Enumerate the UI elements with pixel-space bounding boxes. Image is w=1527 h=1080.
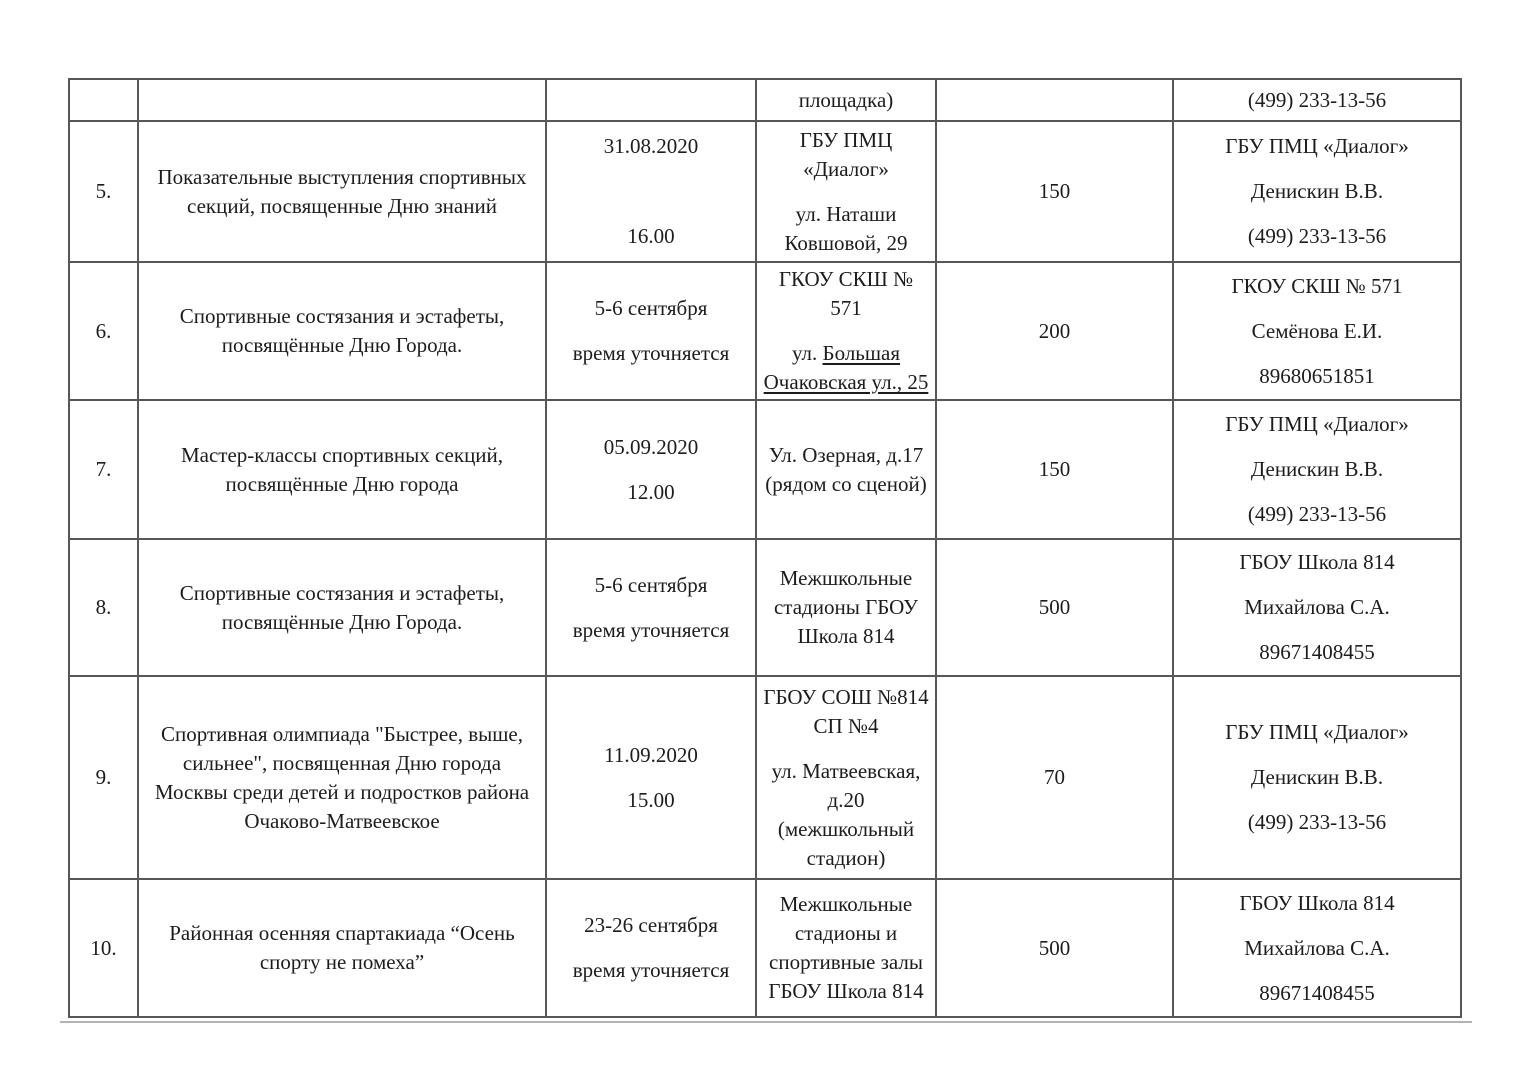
cell-paragraph: ул. Матвеевская, д.20 (межшкольный стадион) <box>771 758 921 870</box>
cell-paragraph: 5. <box>95 179 112 203</box>
date-time-cell <box>546 400 756 539</box>
event-name-cell <box>138 676 546 879</box>
cell-paragraph: 9. <box>95 765 112 789</box>
participants-count-cell <box>936 79 1173 121</box>
cell-paragraph: Спортивные состязания и эстафеты, посвящённые Дню Города. <box>179 304 505 357</box>
cell-paragraph: 12.00 <box>627 479 675 504</box>
row-number-cell <box>69 121 138 262</box>
cell-paragraph: 500 <box>1038 595 1071 619</box>
location-cell <box>756 121 936 262</box>
organizer-contact-cell <box>1173 539 1461 676</box>
organizer-contact-cell <box>1173 400 1461 539</box>
table-row <box>69 676 1461 879</box>
cell-paragraph: 200 <box>1038 318 1071 343</box>
date-time-cell <box>546 121 756 262</box>
underlined-text: Очаковская ул., 25 <box>763 370 929 394</box>
event-name-cell <box>138 539 546 676</box>
cell-paragraph: 11.09.2020 <box>604 742 698 767</box>
cell-paragraph: ул. Наташи Ковшовой, 29 <box>784 201 908 255</box>
cell-paragraph: 89671408455 <box>1259 980 1375 1005</box>
cell-paragraph: 89680651851 <box>1259 363 1375 388</box>
event-name-cell <box>138 79 546 121</box>
date-time-cell <box>546 539 756 676</box>
cell-paragraph: ГБУ ПМЦ «Диалог» <box>1225 134 1409 158</box>
event-name-cell <box>138 121 546 262</box>
table-row <box>69 879 1461 1017</box>
location-cell <box>756 676 936 879</box>
text-segment: ул. <box>791 341 823 365</box>
cell-paragraph: 70 <box>1044 765 1065 789</box>
cell-paragraph: (499) 233-13-56 <box>1247 224 1387 248</box>
cell-paragraph: Межшкольные стадионы ГБОУ Школа 814 <box>773 566 918 648</box>
cell-paragraph: ГБУ ПМЦ «Диалог» <box>799 127 893 181</box>
cell-paragraph: 6. <box>95 318 112 343</box>
cell-paragraph: 89671408455 <box>1259 640 1375 664</box>
cell-paragraph: 500 <box>1038 935 1071 960</box>
participants-count-cell <box>936 121 1173 262</box>
table-row <box>69 539 1461 676</box>
cell-paragraph: время уточняется <box>572 617 730 642</box>
cell-paragraph: Мастер-классы спортивных секций, посвящённые Дню города <box>180 442 504 496</box>
cell-paragraph: время уточняется <box>572 958 730 982</box>
row-number-cell <box>69 676 138 879</box>
cell-paragraph: 23-26 сентября <box>584 913 718 937</box>
cell-paragraph: Михайлова С.А. <box>1244 935 1390 960</box>
organizer-contact-cell <box>1173 676 1461 879</box>
cell-paragraph <box>551 177 751 206</box>
participants-count-cell <box>936 676 1173 879</box>
cell-paragraph: 150 <box>1038 179 1071 203</box>
organizer-contact-cell <box>1173 79 1461 121</box>
cell-paragraph: ГКОУ СКШ № 571 <box>1231 273 1403 298</box>
row-number-cell <box>69 400 138 539</box>
cell-paragraph: ГБОУ СОШ №814 СП №4 <box>763 684 929 738</box>
participants-count-cell <box>936 539 1173 676</box>
row-number-cell <box>69 262 138 400</box>
location-cell <box>756 539 936 676</box>
cell-paragraph: 7. <box>95 457 112 481</box>
cell-paragraph: Показательные выступления спортивных секций, посвященные Дню знаний <box>157 164 527 218</box>
row-number-cell <box>69 539 138 676</box>
event-name-cell <box>138 262 546 400</box>
cell-paragraph: ГБОУ Школа 814 <box>1239 890 1395 915</box>
location-cell <box>756 400 936 539</box>
cell-paragraph: Михайлова С.А. <box>1244 595 1390 619</box>
cell-paragraph: Спортивные состязания и эстафеты, посвящённые Дню Города. <box>179 580 505 634</box>
cell-paragraph: ГКОУ СКШ № 571 <box>778 267 914 320</box>
event-name-cell <box>138 879 546 1017</box>
cell-paragraph <box>761 339 931 397</box>
cell-paragraph: 05.09.2020 <box>603 434 699 459</box>
cell-paragraph: (499) 233-13-56 <box>1247 87 1387 112</box>
organizer-contact-cell <box>1173 121 1461 262</box>
cell-paragraph: Межшкольные стадионы и спортивные залы ГБОУ Школа 814 <box>768 892 924 1003</box>
cell-paragraph: ГБОУ Школа 814 <box>1239 550 1395 574</box>
date-time-cell <box>546 262 756 400</box>
underlined-text: Большая <box>822 341 901 365</box>
cell-paragraph: 10. <box>90 935 117 960</box>
cell-paragraph: 8. <box>95 595 112 619</box>
cell-paragraph: площадка) <box>798 87 894 112</box>
cell-paragraph: 16.00 <box>627 224 675 248</box>
cell-paragraph: Семёнова Е.И. <box>1251 318 1383 343</box>
cell-paragraph: Денискин В.В. <box>1250 179 1384 203</box>
cell-paragraph: Спортивная олимпиада "Быстрее, выше, сильнее", посвященная Дню города Москвы среди детей и подростков района Очаково-Матвеевское <box>154 721 530 833</box>
organizer-contact-cell <box>1173 262 1461 400</box>
cell-paragraph: Денискин В.В. <box>1250 765 1384 789</box>
cell-paragraph: 5-6 сентября <box>594 296 708 320</box>
cell-paragraph: 31.08.2020 <box>603 134 699 158</box>
cell-paragraph: 15.00 <box>627 787 675 812</box>
cell-paragraph: Ул. Озерная, д.17 (рядом со сценой) <box>765 442 927 496</box>
cell-paragraph: Районная осенняя спартакиада “Осень спорту не помеха” <box>169 921 515 974</box>
table-row <box>69 262 1461 400</box>
location-cell <box>756 879 936 1017</box>
location-cell <box>756 79 936 121</box>
cell-paragraph: время уточняется <box>572 341 730 365</box>
organizer-contact-cell <box>1173 879 1461 1017</box>
date-time-cell <box>546 676 756 879</box>
events-table-body <box>69 79 1461 1017</box>
location-cell <box>756 262 936 400</box>
row-number-cell <box>69 79 138 121</box>
event-name-cell <box>138 400 546 539</box>
cell-paragraph: (499) 233-13-56 <box>1247 810 1387 834</box>
scan-artifact-line <box>60 1021 1472 1023</box>
participants-count-cell <box>936 400 1173 539</box>
cell-paragraph: (499) 233-13-56 <box>1247 502 1387 526</box>
cell-paragraph: Денискин В.В. <box>1250 457 1384 481</box>
cell-paragraph: ГБУ ПМЦ «Диалог» <box>1225 720 1409 744</box>
table-row <box>69 121 1461 262</box>
date-time-cell <box>546 79 756 121</box>
cell-paragraph: ГБУ ПМЦ «Диалог» <box>1225 412 1409 436</box>
row-number-cell <box>69 879 138 1017</box>
participants-count-cell <box>936 262 1173 400</box>
events-schedule-table <box>68 78 1462 1018</box>
cell-paragraph: 150 <box>1038 457 1071 481</box>
cell-paragraph: 5-6 сентября <box>594 572 708 597</box>
table-row <box>69 400 1461 539</box>
participants-count-cell <box>936 879 1173 1017</box>
table-row <box>69 79 1461 121</box>
date-time-cell <box>546 879 756 1017</box>
